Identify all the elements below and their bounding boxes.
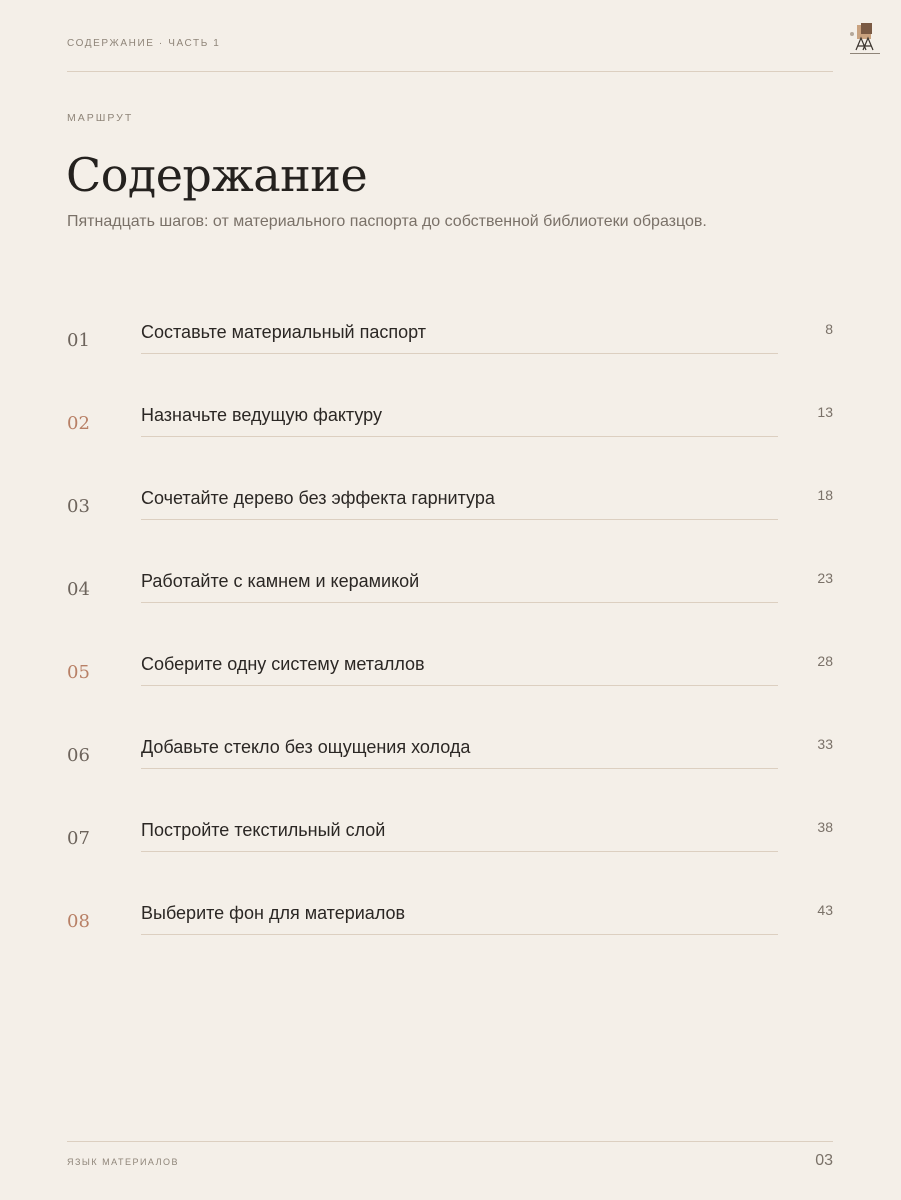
toc-item-page: 28 [817, 653, 833, 669]
toc-item[interactable] [0, 889, 901, 949]
running-footer: ЯЗЫК МАТЕРИАЛОВ [67, 1157, 180, 1167]
toc-item-number: 07 [67, 828, 90, 849]
toc-item-number: 08 [67, 911, 90, 932]
toc-item-divider [141, 685, 778, 686]
toc-item-divider [141, 768, 778, 769]
toc-item-number: 01 [67, 330, 90, 351]
toc-item-divider [141, 436, 778, 437]
section-kicker: МАРШРУТ [67, 112, 134, 124]
toc-item[interactable] [0, 806, 901, 866]
monogram-logo-icon [842, 20, 884, 60]
toc-item-divider [141, 353, 778, 354]
toc-item-number: 02 [67, 413, 90, 434]
toc-item-divider [141, 934, 778, 935]
toc-item-title: Соберите одну систему металлов [141, 654, 425, 674]
toc-item-number: 04 [67, 579, 90, 600]
toc-item[interactable] [0, 391, 901, 451]
toc-item-page: 33 [817, 736, 833, 752]
footer-divider [67, 1141, 833, 1142]
toc-item-page: 43 [817, 902, 833, 918]
toc-item-title: Сочетайте дерево без эффекта гарнитура [141, 488, 495, 508]
toc-item-divider [141, 519, 778, 520]
page-subtitle: Пятнадцать шагов: от материального паспорта до собственной библиотеки образцов. [67, 213, 707, 230]
toc-item[interactable] [0, 308, 901, 368]
toc-item-page: 23 [817, 570, 833, 586]
running-header: СОДЕРЖАНИЕ · ЧАСТЬ 1 [67, 38, 221, 49]
toc-item-title: Назначьте ведущую фактуру [141, 405, 382, 425]
page-title: Содержание [66, 148, 368, 202]
toc-item[interactable] [0, 557, 901, 617]
toc-item-page: 13 [817, 404, 833, 420]
toc-item-page: 18 [817, 487, 833, 503]
toc-item[interactable] [0, 640, 901, 700]
toc-item-title: Постройте текстильный слой [141, 820, 386, 840]
toc-item-number: 06 [67, 745, 90, 766]
toc-item-page: 38 [817, 819, 833, 835]
toc-item-divider [141, 851, 778, 852]
toc-item-number: 05 [67, 662, 90, 683]
toc-item-title: Добавьте стекло без ощущения холода [141, 737, 471, 757]
toc-item-title: Работайте с камнем и керамикой [141, 571, 420, 591]
toc-item-page: 8 [825, 321, 833, 337]
toc-item[interactable] [0, 723, 901, 783]
header-divider [67, 71, 833, 72]
toc-item[interactable] [0, 474, 901, 534]
toc-item-title: Составьте материальный паспорт [141, 322, 426, 342]
page-number: 03 [815, 1152, 833, 1169]
toc-item-number: 03 [67, 496, 90, 517]
toc-item-title: Выберите фон для материалов [141, 903, 406, 923]
toc-item-divider [141, 602, 778, 603]
